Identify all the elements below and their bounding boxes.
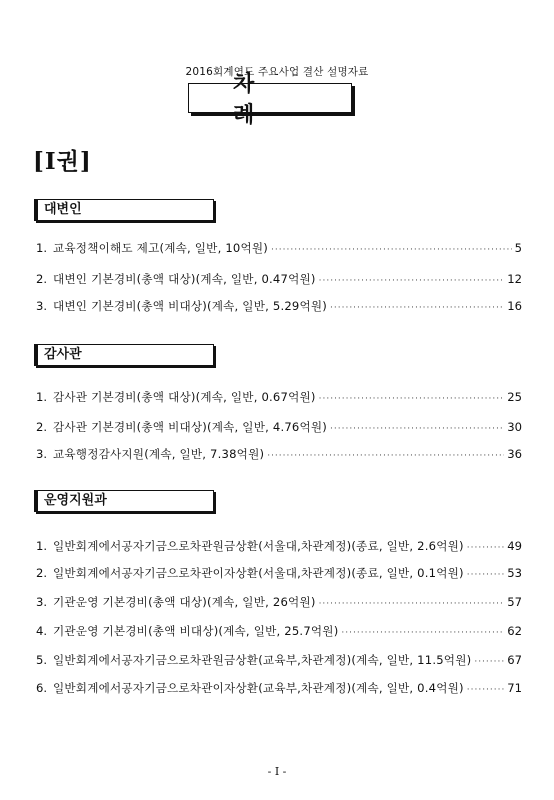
toc-entry[interactable] bbox=[36, 389, 522, 405]
entry-page: 12 bbox=[507, 272, 522, 286]
toc-entry[interactable] bbox=[36, 680, 522, 696]
entry-title: 교육행정감사지원(계속, 일반, 7.38억원) bbox=[53, 447, 265, 461]
entry-number: 2. bbox=[36, 420, 48, 434]
toc-entry[interactable] bbox=[36, 298, 522, 314]
entry-title: 일반회계에서공자기금으로차관이자상환(서울대,차관계정)(종료, 일반, 0.1억원) bbox=[53, 566, 464, 580]
entry-page: 49 bbox=[507, 539, 522, 553]
entry-page: 30 bbox=[507, 420, 522, 434]
page-number-footer: - Ⅰ - bbox=[267, 765, 287, 778]
leader-dots bbox=[319, 599, 505, 609]
toc-entry[interactable] bbox=[36, 240, 522, 256]
leader-dots bbox=[319, 276, 505, 286]
toc-entry[interactable] bbox=[36, 594, 522, 610]
entry-title: 기관운영 기본경비(총액 비대상)(계속, 일반, 25.7억원) bbox=[53, 624, 339, 638]
section-header-audit: 감사관 bbox=[34, 344, 214, 366]
leader-dots bbox=[474, 657, 504, 667]
entry-number: 2. bbox=[36, 272, 48, 286]
entry-page: 71 bbox=[507, 681, 522, 695]
entry-number: 4. bbox=[36, 624, 48, 638]
entry-number: 1. bbox=[36, 390, 48, 404]
toc-entry[interactable] bbox=[36, 652, 522, 668]
toc-entry[interactable] bbox=[36, 623, 522, 639]
entry-page: 67 bbox=[507, 653, 522, 667]
entry-title: 일반회계에서공자기금으로차관원금상환(교육부,차관계정)(계속, 일반, 11.5억원) bbox=[53, 653, 472, 667]
leader-dots bbox=[330, 303, 504, 313]
entry-number: 3. bbox=[36, 595, 48, 609]
entry-title: 교육정책이해도 제고(계속, 일반, 10억원) bbox=[53, 241, 269, 255]
entry-title: 기관운영 기본경비(총액 대상)(계속, 일반, 26억원) bbox=[53, 595, 316, 609]
entry-page: 62 bbox=[507, 624, 522, 638]
entry-number: 1. bbox=[36, 241, 48, 255]
entry-title: 대변인 기본경비(총액 비대상)(계속, 일반, 5.29억원) bbox=[53, 299, 328, 313]
entry-number: 1. bbox=[36, 539, 48, 553]
entry-page: 57 bbox=[507, 595, 522, 609]
leader-dots bbox=[330, 424, 504, 434]
entry-number: 3. bbox=[36, 447, 48, 461]
leader-dots bbox=[319, 394, 505, 404]
entry-title: 감사관 기본경비(총액 대상)(계속, 일반, 0.67억원) bbox=[53, 390, 316, 404]
section-header-operations: 운영지원과 bbox=[34, 490, 214, 512]
entry-page: 5 bbox=[514, 241, 522, 255]
entry-title: 일반회계에서공자기금으로차관이자상환(교육부,차관계정)(계속, 일반, 0.4억원) bbox=[53, 681, 464, 695]
entry-page: 16 bbox=[507, 299, 522, 313]
entry-number: 2. bbox=[36, 566, 48, 580]
toc-entry[interactable] bbox=[36, 271, 522, 287]
toc-entry[interactable] bbox=[36, 538, 522, 554]
entry-number: 3. bbox=[36, 299, 48, 313]
entry-number: 5. bbox=[36, 653, 48, 667]
entry-page: 25 bbox=[507, 390, 522, 404]
toc-entry[interactable] bbox=[36, 419, 522, 435]
leader-dots bbox=[467, 543, 504, 553]
entry-title: 감사관 기본경비(총액 비대상)(계속, 일반, 4.76억원) bbox=[53, 420, 328, 434]
entry-page: 53 bbox=[507, 566, 522, 580]
document-subtitle: 2016회계연도 주요사업 결산 설명자료 bbox=[185, 66, 369, 78]
leader-dots bbox=[467, 685, 504, 695]
leader-dots bbox=[467, 570, 504, 580]
toc-title: 차 례 bbox=[188, 83, 352, 113]
toc-entry[interactable] bbox=[36, 446, 522, 462]
toc-entry[interactable] bbox=[36, 565, 522, 581]
section-header-spokesperson: 대변인 bbox=[34, 199, 214, 221]
leader-dots bbox=[341, 628, 504, 638]
volume-label: [Ⅰ권] bbox=[33, 148, 92, 175]
entry-page: 36 bbox=[507, 447, 522, 461]
entry-number: 6. bbox=[36, 681, 48, 695]
leader-dots bbox=[271, 245, 512, 255]
entry-title: 일반회계에서공자기금으로차관원금상환(서울대,차관계정)(종료, 일반, 2.6억원) bbox=[53, 539, 464, 553]
leader-dots bbox=[267, 451, 504, 461]
entry-title: 대변인 기본경비(총액 대상)(계속, 일반, 0.47억원) bbox=[53, 272, 316, 286]
